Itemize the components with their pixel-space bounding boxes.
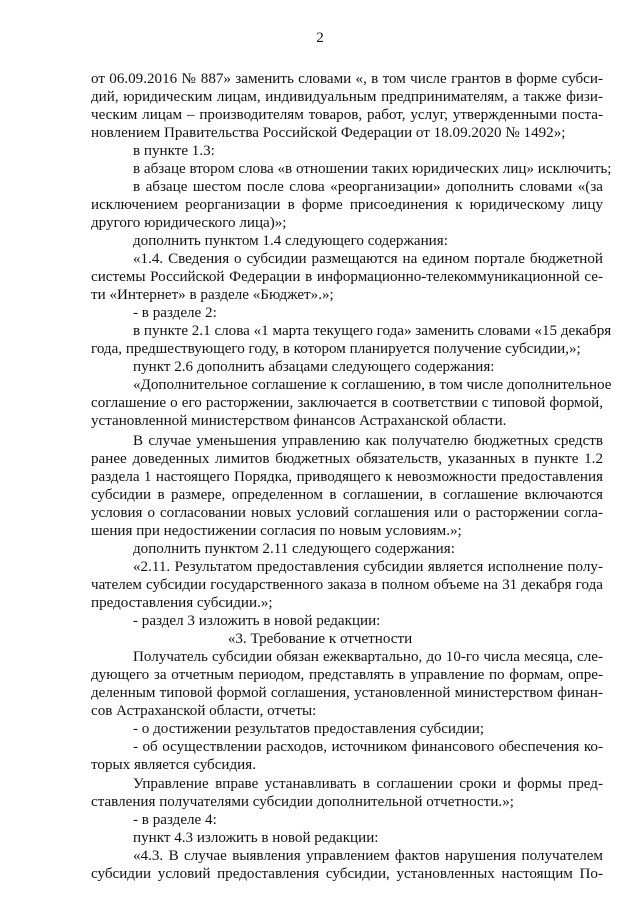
text-line: в абзаце шестом после слова «реорганизации» дополнить словами «(за [133, 179, 603, 195]
text-line: - в разделе 2: [133, 305, 217, 321]
text-line: дополнить пунктом 1.4 следующего содержания: [133, 233, 448, 249]
text-line: субсидии условий предоставления субсидии, установленных настоящим По- [91, 866, 603, 882]
text-line: условия о согласовании новых условий соглашения или о расторжении согла- [91, 505, 603, 521]
text-line: Управление вправе устанавливать в соглашении сроки и формы пред- [133, 776, 603, 792]
text-line: шения при недостижении согласия по новым условиям.»; [91, 523, 462, 539]
text-line: - об осуществлении расходов, источником финансового обеспечения ко- [133, 739, 603, 755]
text-line: ранее доведенных лимитов бюджетных обязательств, указанных в пункте 1.2 [91, 451, 603, 467]
text-line: - раздел 3 изложить в новой редакции: [133, 613, 381, 629]
text-line: установленной министерством финансов Астраханской области. [91, 413, 507, 429]
text-line: в пункте 2.1 слова «1 марта текущего года» заменить словами «15 декабря [133, 323, 612, 339]
text-line: системы Российской Федерации в информационно-телекоммуникационной се- [91, 269, 603, 285]
section-heading: «3. Требование к отчетности [227, 631, 413, 647]
text-line: чателем субсидии государственного заказа в полном объеме на 31 декабря года [91, 577, 603, 593]
text-line: - о достижении результатов предоставления субсидии; [133, 721, 485, 737]
text-line: ти «Интернет» в разделе «Бюджет».»; [91, 287, 334, 303]
text-line: «Дополнительное соглашение к соглашению, в том числе дополнительное [133, 377, 612, 393]
text-line: предоставления субсидии.»; [91, 595, 273, 611]
text-line: от 06.09.2016 № 887» заменить словами «, в том числе грантов в форме субси- [91, 71, 603, 87]
text-line: в абзаце втором слова «в отношении таких юридических лиц» исключить; [133, 161, 612, 177]
text-line: деленным типовой формой соглашения, установленной министерством финан- [91, 685, 603, 701]
text-line: дующего за отчетным периодом, представлять в управление по формам, опре- [91, 667, 603, 683]
text-line: - в разделе 4: [133, 812, 217, 828]
text-line: ставления получателями субсидии дополнительной отчетности.»; [91, 794, 514, 810]
text-line: дополнить пунктом 2.11 следующего содержания: [133, 541, 455, 557]
text-line: в пункте 1.3: [133, 143, 215, 159]
text-line: пункт 2.6 дополнить абзацами следующего содержания: [133, 359, 495, 375]
text-line: новлением Правительства Российской Федерации от 18.09.2020 № 1492»; [91, 125, 566, 141]
text-line: исключением реорганизации в форме присоединения к юридическому лицу [91, 197, 603, 213]
text-line: В случае уменьшения управлению как получателю бюджетных средств [133, 433, 603, 449]
text-line: раздела 1 настоящего Порядка, приводящего к невозможности предоставления [91, 469, 603, 485]
text-line: пункт 4.3 изложить в новой редакции: [133, 830, 379, 846]
text-line: сов Астраханской области, отчеты: [91, 703, 317, 719]
text-line: соглашение о его расторжении, заключается в соответствии с типовой формой, [91, 395, 603, 411]
text-line: Получатель субсидии обязан ежеквартально, до 10-го числа месяца, сле- [133, 649, 603, 665]
text-line: субсидии в размере, определенном в соглашении, в соглашение включаются [91, 487, 603, 503]
text-line: дий, юридическим лицам, индивидуальным предпринимателям, а также физи- [91, 89, 603, 105]
text-line: другого юридического лица)»; [91, 215, 287, 231]
text-line: «1.4. Сведения о субсидии размещаются на едином портале бюджетной [133, 251, 603, 267]
text-line: торых является субсидия. [91, 757, 256, 773]
text-line: «4.3. В случае выявления управлением фактов нарушения получателем [133, 848, 603, 864]
text-line: года, предшествующего году, в котором планируется получение субсидии,»; [91, 341, 581, 357]
text-line: «2.11. Результатом предоставления субсидии является исполнение полу- [133, 559, 603, 575]
text-line: ческим лицам – производителям товаров, работ, услуг, утвержденными поста- [91, 107, 603, 123]
page-number: 2 [316, 30, 324, 46]
